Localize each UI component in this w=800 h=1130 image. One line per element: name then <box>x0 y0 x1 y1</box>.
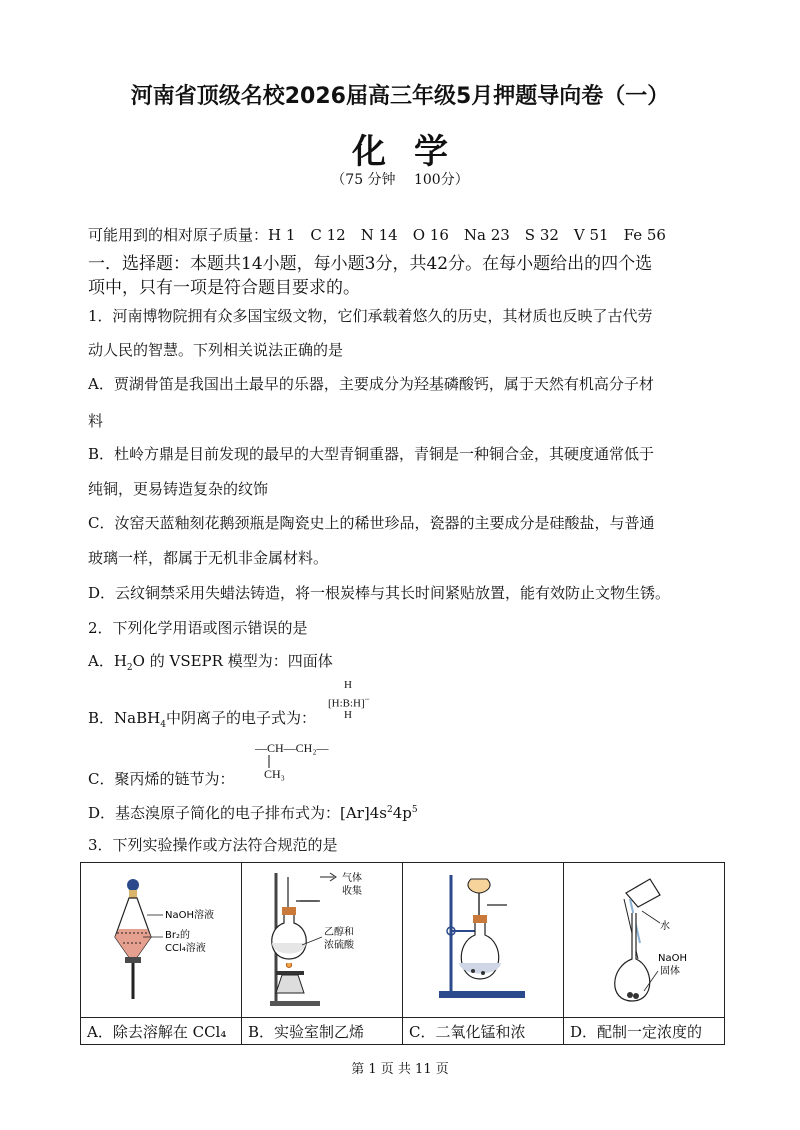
svg-text:NaOH: NaOH <box>658 953 687 964</box>
q3-options-table <box>80 862 725 1045</box>
volumetric-flask-figure <box>564 863 724 1013</box>
svg-text:收集: 收集 <box>342 886 362 897</box>
q2-c-struct-top: —CH—CH₂— <box>255 741 329 755</box>
q3-figure-a-cell <box>81 863 242 1018</box>
q2-b-struct-top: H <box>344 679 352 691</box>
q1-option-c-line1: C．汝窑天蓝釉刻花鹅颈瓶是陶瓷史上的稀世珍品，瓷器的主要成分是硅酸盐，与普通 <box>88 514 655 532</box>
svg-text:固体: 固体 <box>660 966 680 977</box>
q2-option-b: B．NaBH$_4$中阴离子的电子式为： <box>88 709 316 730</box>
svg-text:NaOH溶液: NaOH溶液 <box>165 910 214 921</box>
q1-option-a-line2: 料 <box>88 412 104 430</box>
q2-option-a: A．$H_2O$ 的 VSEPR 模型为：四面体 <box>88 652 333 673</box>
q3-caption-d: D．配制一定浓度的 <box>564 1018 725 1045</box>
q2-b-struct-bot: H <box>344 709 352 721</box>
q2-c-struct-bot: CH₃ <box>264 767 285 781</box>
section1-line2: 项中，只有一项是符合题目要求的。 <box>88 278 360 298</box>
separatory-funnel-figure <box>81 863 241 1013</box>
q3-caption-b: B．实验室制乙烯 <box>242 1018 403 1045</box>
q1-option-b-line1: B．杜岭方鼎是目前发现的最早的大型青铜重器，青铜是一种铜合金，其硬度通常低于 <box>88 445 655 463</box>
q3-figure-c-cell <box>403 863 564 1018</box>
svg-text:乙醇和: 乙醇和 <box>324 927 354 938</box>
q3-stem: 3．下列实验操作或方法符合规范的是 <box>88 836 338 854</box>
q1-stem-line1: 1．河南博物院拥有众多国宝级文物，它们承载着悠久的历史，其材质也反映了古代劳 <box>88 307 653 325</box>
svg-text:CCl₄溶液: CCl₄溶液 <box>165 943 206 954</box>
q2-option-d: D．基态溴原子简化的电子排布式为：$[Ar]4s^24p^5$ <box>88 804 418 822</box>
q3-figure-b-cell <box>242 863 403 1018</box>
svg-text:水: 水 <box>660 921 670 932</box>
q1-option-b-line2: 纯铜，更易铸造复杂的纹饰 <box>88 480 269 498</box>
atomic-masses: 可能用到的相对原子质量：H 1 C 12 N 14 O 16 Na 23 S 32 V 51 Fe 56 <box>88 226 666 244</box>
q2-b-struct-mid: [H:B:H]− <box>328 694 370 710</box>
svg-text:气体: 气体 <box>342 873 362 884</box>
q1-option-c-line2: 玻璃一样，都属于无机非金属材料。 <box>88 549 329 567</box>
page-number: 第 1 页 共 11 页 <box>351 1062 449 1077</box>
ethylene-apparatus-figure <box>242 863 402 1013</box>
q3-caption-a: A．除去溶解在 CCl₄ <box>81 1018 242 1045</box>
q1-stem-line2: 动人民的智慧。下列相关说法正确的是 <box>88 341 344 359</box>
svg-text:浓硫酸: 浓硫酸 <box>324 940 354 951</box>
q2-stem: 2．下列化学用语或图示错误的是 <box>88 619 308 637</box>
section1-line1: 一．选择题：本题共14小题，每小题3分，共42分。在每小题给出的四个选 <box>88 254 653 274</box>
q1-option-a-line1: A．贾湖骨笛是我国出土最早的乐器，主要成分为羟基磷酸钙，属于天然有机高分子材 <box>88 375 654 393</box>
q3-figure-d-cell <box>564 863 725 1018</box>
q1-option-d: D．云纹铜禁采用失蜡法铸造，将一根炭棒与其长时间紧贴放置，能有效防止文物生锈。 <box>88 584 671 602</box>
subject-title: 化学 <box>352 132 476 172</box>
q3-caption-c: C．二氧化锰和浓 <box>403 1018 564 1045</box>
chlorine-apparatus-figure <box>403 863 563 1013</box>
exam-meta: （75 分钟 100分） <box>331 172 469 188</box>
q2-option-c: C．聚丙烯的链节为： <box>88 770 235 788</box>
exam-title: 河南省顶级名校2026届高三年级5月押题导向卷（一） <box>130 84 670 109</box>
svg-text:Br₂的: Br₂的 <box>165 930 190 941</box>
